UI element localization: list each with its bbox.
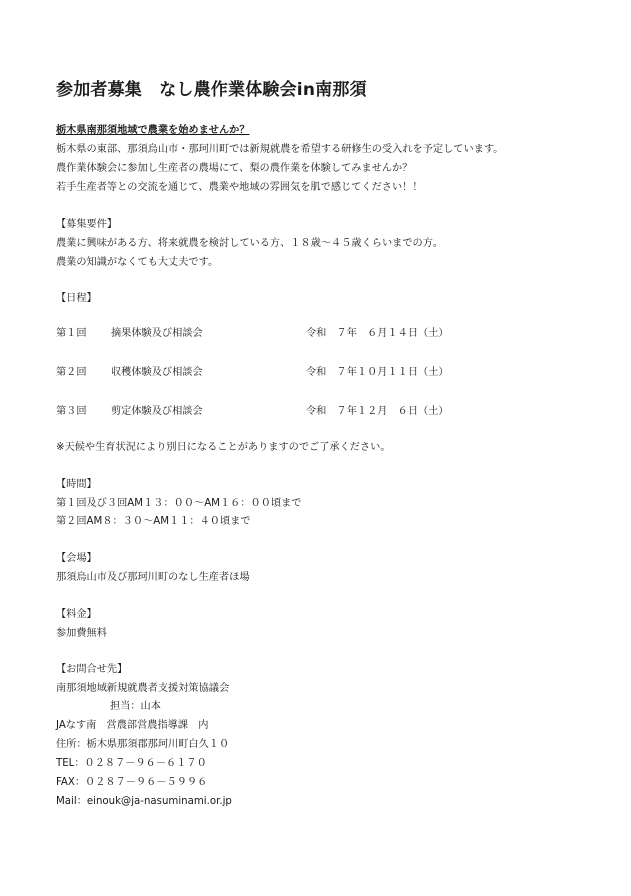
contact-address: 住所：栃木県那須郡那珂川町白久１０ (56, 739, 230, 750)
schedule-note: ※天候や生育状況により別日になることがありますのでご了承ください。 (56, 442, 391, 453)
contact-heading: 【お問合せ先】 (56, 664, 128, 675)
contact-fax: FAX：０２８７－９６－５９９６ (56, 777, 208, 788)
schedule-date: 令和 ７年 ６月１４日（土） (306, 328, 449, 339)
schedule-round: 第３回 (56, 406, 87, 417)
venue-heading: 【会場】 (56, 553, 97, 564)
intro-line: 若手生産者等との交流を通じて、農業や地域の雰囲気を肌で感じてください！！ (56, 182, 423, 193)
schedule-round: 第１回 (56, 328, 87, 339)
requirements-line: 農業に興味がある方、将来就農を検討している方、１８歳～４５歳くらいまでの方。 (56, 238, 444, 249)
time-line: 第２回AM８：３０～AM１１：４０頃まで (56, 516, 251, 527)
schedule-row (56, 405, 576, 419)
schedule-date: 令和 ７年１２月 ６日（土） (306, 406, 449, 417)
schedule-row (56, 327, 576, 341)
schedule-row (56, 366, 576, 380)
contact-person: 担当：山本 (110, 701, 161, 712)
contact-mail: Mail：einouk@ja-nasuminami.or.jp (56, 796, 232, 807)
schedule-event: 収穫体験及び相談会 (111, 367, 203, 378)
schedule-round: 第２回 (56, 367, 87, 378)
fee-line: 参加費無料 (56, 628, 107, 639)
venue-line: 那須烏山市及び那珂川町のなし生産者ほ場 (56, 572, 250, 583)
requirements-line: 農業の知識がなくても大丈夫です。 (56, 257, 219, 268)
contact-organization: 南那須地域新規就農者支援対策協議会 (56, 683, 230, 694)
intro-line: 農作業体験会に参加し生産者の農場にて、梨の農作業を体験してみませんか？ (56, 163, 413, 174)
fee-heading: 【料金】 (56, 609, 97, 620)
time-heading: 【時間】 (56, 479, 97, 490)
schedule-event: 摘果体験及び相談会 (111, 328, 203, 339)
schedule-event: 剪定体験及び相談会 (111, 406, 203, 417)
page-title: 参加者募集 なし農作業体験会in南那須 (56, 80, 367, 100)
contact-tel: TEL：０２８７－９６－６１７０ (56, 758, 207, 769)
requirements-heading: 【募集要件】 (56, 219, 118, 230)
time-line: 第１回及び３回AM１３：００～AM１６：００頃まで (56, 498, 302, 509)
intro-line: 栃木県の東部、那須烏山市・那珂川町では新規就農を希望する研修生の受入れを予定しています。 (56, 144, 504, 155)
contact-department: JAなす南 営農部営農指導課 内 (56, 720, 209, 731)
schedule-heading: 【日程】 (56, 293, 97, 304)
intro-lead: 栃木県南那須地域で農業を始めませんか？ (56, 125, 250, 136)
schedule-date: 令和 ７年１０月１１日（土） (306, 367, 449, 378)
